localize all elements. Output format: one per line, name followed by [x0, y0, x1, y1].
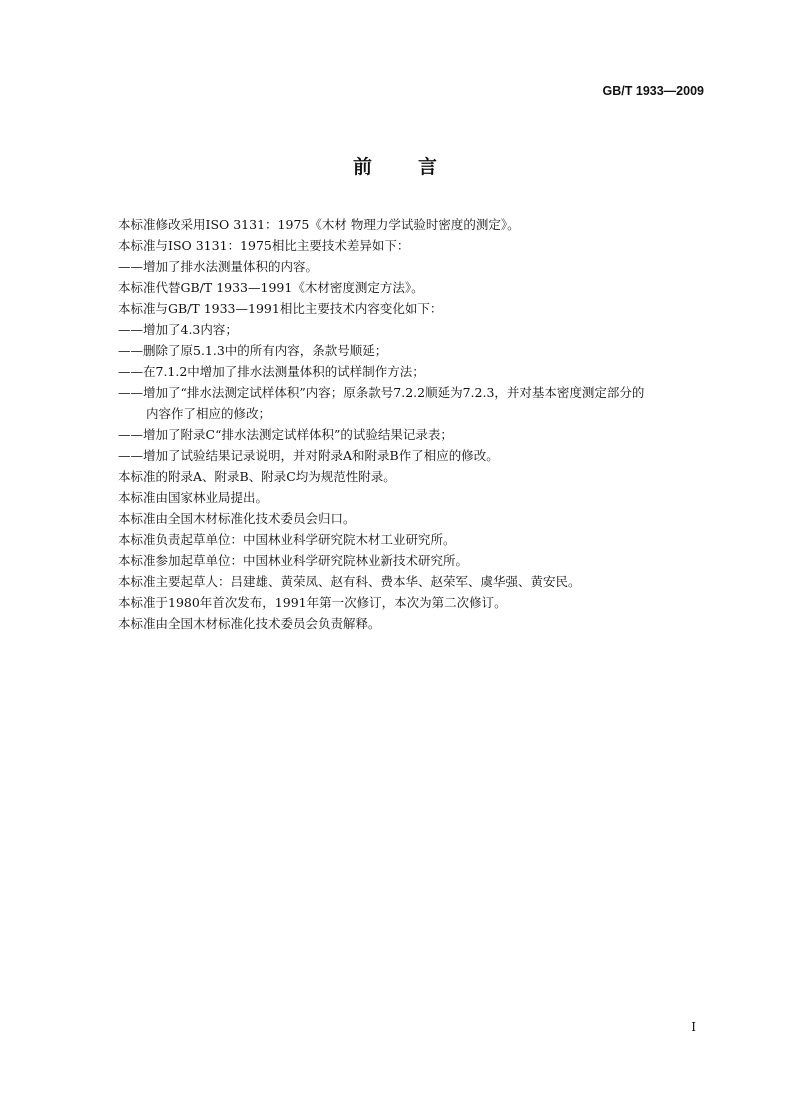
- list-item: ——增加了4.3内容；: [118, 322, 238, 337]
- paragraph: 本标准与ISO 3131：1975相比主要技术差异如下：: [118, 238, 410, 253]
- list-item: ——增加了试验结果记录说明，并对附录A和附录B作了相应的修改。: [118, 448, 499, 463]
- foreword-body: [118, 214, 708, 634]
- title-char-1: 前: [352, 156, 374, 178]
- paragraph: 本标准与GB/T 1933—1991相比主要技术内容变化如下：: [118, 301, 443, 316]
- list-item: ——增加了“排水法测定试样体积”内容；原条款号7.2.2顺延为7.2.3，并对基本密度测定部分的: [118, 385, 645, 400]
- list-item: ——在7.1.2中增加了排水法测量体积的试样制作方法；: [118, 364, 425, 379]
- paragraph: 本标准的附录A、附录B、附录C均为规范性附录。: [118, 469, 396, 484]
- title-char-2: 言: [418, 156, 440, 178]
- standard-code: GB/T 1933—2009: [602, 84, 704, 98]
- paragraph: 本标准主要起草人：吕建雄、黄荣凤、赵有科、费本华、赵荣军、虞华强、黄安民。: [118, 574, 581, 589]
- paragraph: 本标准由全国木材标准化技术委员会负责解释。: [118, 616, 381, 631]
- page-title: [0, 152, 792, 179]
- list-item: ——删除了原5.1.3中的所有内容，条款号顺延；: [118, 343, 388, 358]
- paragraph: 本标准由全国木材标准化技术委员会归口。: [118, 511, 356, 526]
- paragraph: 本标准修改采用ISO 3131：1975《木材 物理力学试验时密度的测定》。: [118, 217, 520, 232]
- page-number: I: [691, 1020, 696, 1034]
- paragraph: 本标准于1980年首次发布，1991年第一次修订，本次为第二次修订。: [118, 595, 507, 610]
- paragraph: 本标准代替GB/T 1933—1991《木材密度测定方法》。: [118, 280, 424, 295]
- list-item-continuation: 内容作了相应的修改；: [146, 406, 272, 421]
- paragraph: 本标准负责起草单位：中国林业科学研究院木材工业研究所。: [118, 532, 456, 547]
- list-item: ——增加了排水法测量体积的内容。: [118, 259, 319, 274]
- paragraph: 本标准参加起草单位：中国林业科学研究院林业新技术研究所。: [118, 553, 469, 568]
- paragraph: 本标准由国家林业局提出。: [118, 490, 269, 505]
- list-item: ——增加了附录C“排水法测定试样体积”的试验结果记录表；: [118, 427, 453, 442]
